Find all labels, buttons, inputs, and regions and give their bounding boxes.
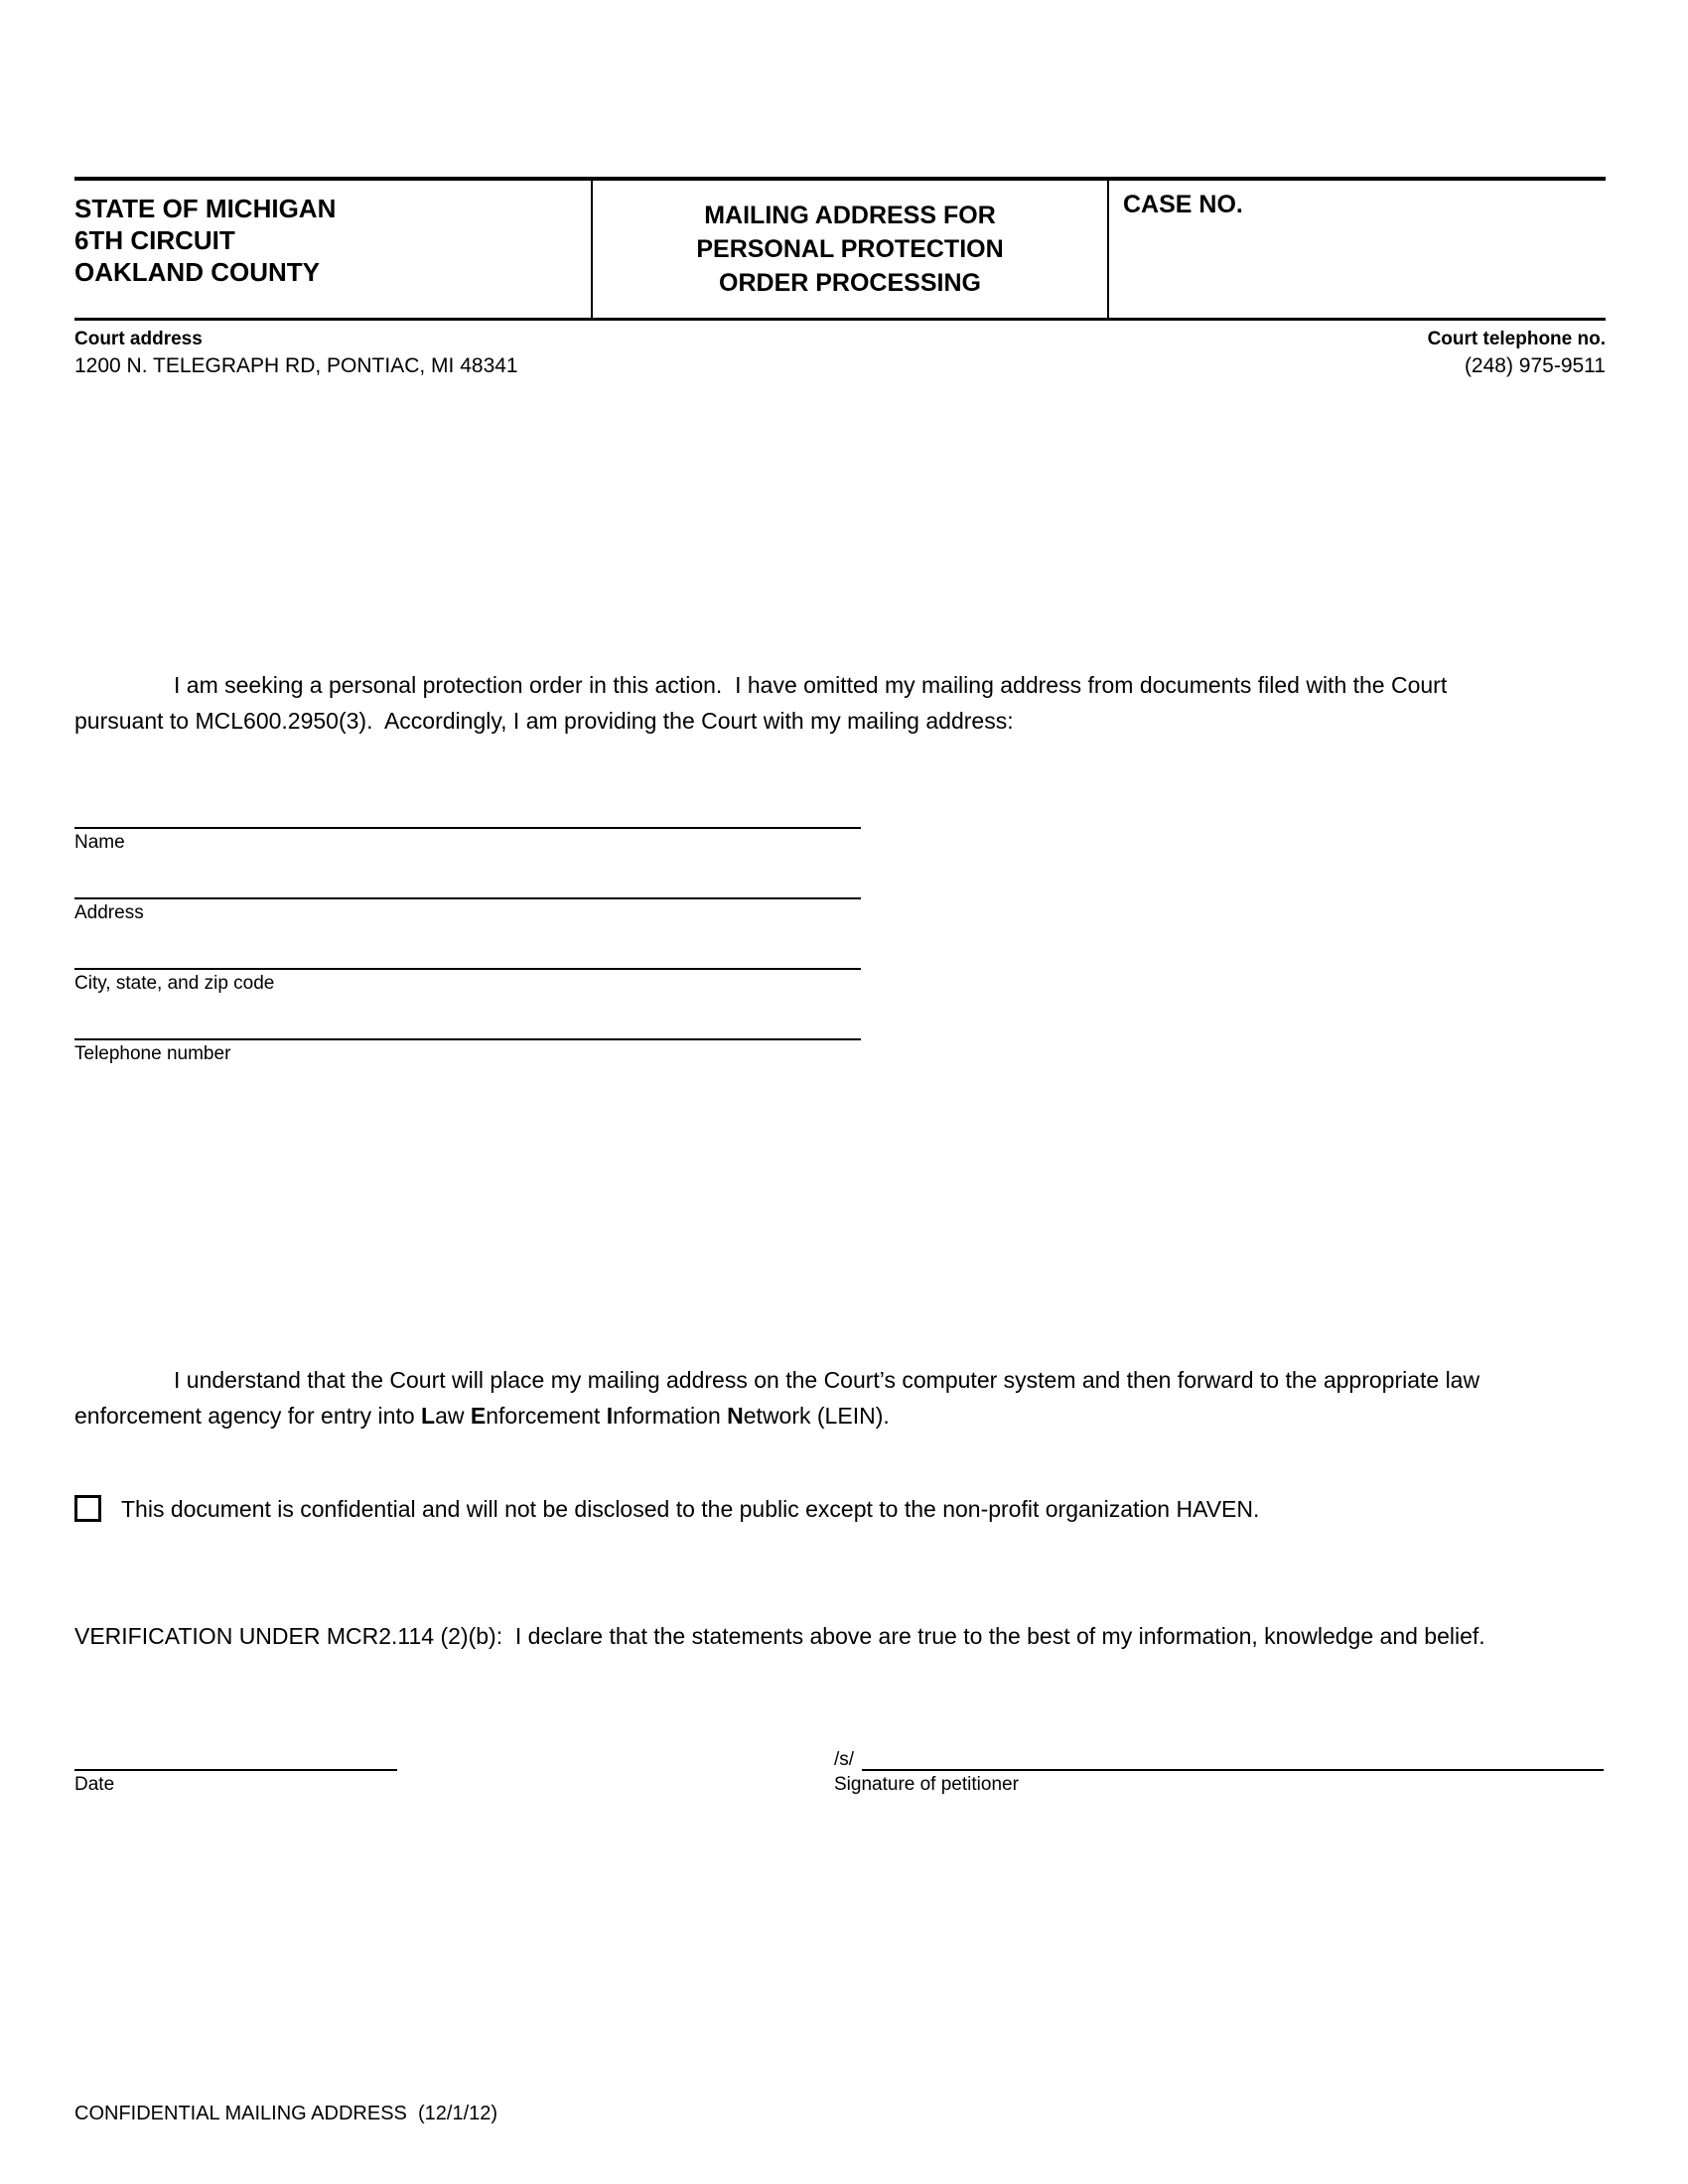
form-title-line-3: ORDER PROCESSING	[719, 269, 981, 297]
case-number-label: CASE NO.	[1123, 191, 1243, 218]
signature-field-label: Signature of petitioner	[834, 1774, 1019, 1795]
signature-input-line[interactable]	[862, 1743, 1604, 1771]
city-state-zip-field-label: City, state, and zip code	[74, 973, 275, 994]
date-field-label: Date	[74, 1774, 115, 1795]
caption-table	[74, 177, 1606, 321]
lein-paragraph	[74, 1362, 1504, 1433]
lein-text-1: I understand that the Court will place my mailing address on the Court’s computer system and then forward to the appropriate law enforcement agency for entry into	[74, 1367, 1486, 1429]
form-header	[74, 177, 1606, 378]
court-phone-label: Court telephone no.	[1427, 329, 1606, 349]
confidential-text: This document is confidential and will not be disclosed to the public except to the non-profit organization HAVEN.	[121, 1496, 1260, 1522]
court-county: OAKLAND COUNTY	[74, 257, 320, 287]
court-contact-row	[74, 321, 1606, 378]
lein-bold-n: N	[727, 1403, 744, 1429]
name-input-line[interactable]	[74, 799, 861, 829]
court-phone-value: (248) 975-9511	[1464, 354, 1606, 377]
signature-field	[834, 1743, 1604, 1796]
lein-text-5: etwork (LEIN).	[743, 1403, 890, 1429]
court-phone-block	[1428, 329, 1606, 378]
form-footer: CONFIDENTIAL MAILING ADDRESS (12/1/12)	[74, 2103, 498, 2124]
lein-text-3: nforcement	[486, 1403, 607, 1429]
lein-bold-l: L	[421, 1403, 436, 1429]
court-circuit: 6TH CIRCUIT	[74, 225, 235, 255]
address-input-line[interactable]	[74, 870, 861, 899]
city-state-zip-input-line[interactable]	[74, 940, 861, 970]
telephone-input-line[interactable]	[74, 1011, 861, 1040]
name-field-label: Name	[74, 832, 125, 853]
lein-text-4: nformation	[613, 1403, 728, 1429]
field-address	[74, 870, 861, 924]
signature-row	[834, 1743, 1604, 1771]
confidential-row	[74, 1491, 1564, 1527]
lein-bold-e: E	[470, 1403, 487, 1429]
court-state: STATE OF MICHIGAN	[74, 194, 337, 223]
lein-bold-i: I	[606, 1403, 614, 1429]
intro-paragraph: I am seeking a personal protection order in this action. I have omitted my mailing address from documents filed with the Court pursuant to MCL600.2950(3). Accordingly, I am providing the Court with my mailing address:	[74, 672, 1454, 734]
field-telephone	[74, 1011, 861, 1065]
date-field	[74, 1741, 397, 1796]
address-field-label: Address	[74, 902, 144, 923]
telephone-field-label: Telephone number	[74, 1043, 231, 1064]
form-title-line-2: PERSONAL PROTECTION	[696, 235, 1004, 263]
lein-text-2: aw	[435, 1403, 471, 1429]
court-address-block	[74, 329, 518, 378]
confidential-checkbox[interactable]	[74, 1495, 101, 1522]
case-number-box	[1109, 181, 1606, 318]
s-slash-mark: /s/	[834, 1749, 855, 1770]
form-title-line-1: MAILING ADDRESS FOR	[704, 202, 996, 229]
field-name	[74, 799, 861, 854]
field-city-state-zip	[74, 940, 861, 995]
form-title	[591, 181, 1109, 318]
court-identity	[74, 181, 591, 318]
date-input-line[interactable]	[74, 1741, 397, 1771]
court-address-label: Court address	[74, 329, 203, 349]
court-address-value: 1200 N. TELEGRAPH RD, PONTIAC, MI 48341	[74, 354, 518, 377]
verification-paragraph: VERIFICATION UNDER MCR2.114 (2)(b): I declare that the statements above are true to the best of my information, knowledge and belief.	[74, 1623, 1485, 1649]
